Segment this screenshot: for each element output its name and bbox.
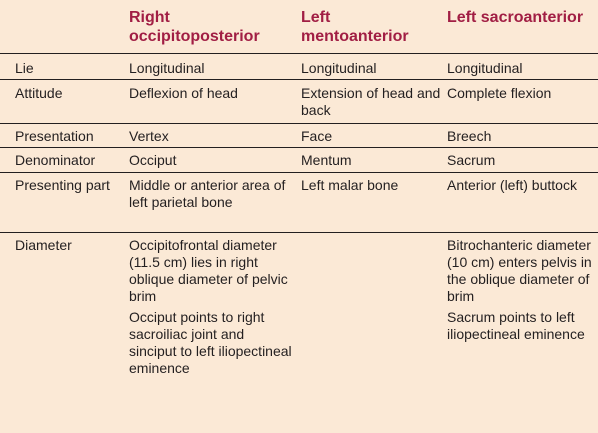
- table-cell: [129, 237, 295, 377]
- table-cell: Extension of head and back: [301, 85, 441, 118]
- table-row-presentation: [0, 124, 598, 148]
- table-cell: Vertex: [129, 128, 169, 144]
- table-header-row: [0, 0, 598, 54]
- table-cell: Left malar bone: [301, 177, 399, 193]
- table-row-attitude: [0, 80, 598, 124]
- row-label: Denominator: [15, 152, 96, 168]
- row-label: Presenting part: [15, 177, 110, 193]
- cell-paragraph: Bitrochanteric diameter (10 cm) enters pelvis in the oblique diameter of brim: [447, 237, 592, 304]
- table-cell: Middle or anterior area of left parietal bone: [129, 177, 286, 210]
- table-cell: Occiput: [129, 152, 177, 168]
- row-label: Presentation: [15, 128, 94, 144]
- header-left-mentoanterior: Left mentoanterior: [301, 9, 409, 45]
- row-label: Diameter: [15, 237, 72, 253]
- table-cell: Breech: [447, 128, 492, 144]
- table-row-presenting-part: [0, 173, 598, 233]
- header-left-sacroanterior: Left sacroanterior: [447, 9, 584, 26]
- table-row-diameter: [0, 233, 598, 433]
- table-cell: Longitudinal: [301, 60, 377, 76]
- table-cell: [447, 237, 595, 343]
- row-label: Lie: [15, 60, 34, 76]
- cell-paragraph: Occipitofrontal diameter (11.5 cm) lies in right oblique diameter of pelvic brim: [129, 237, 288, 304]
- cell-paragraph: Occiput points to right sacroiliac joint and sinciput to left iliopectineal eminence: [129, 309, 292, 376]
- table-cell: Sacrum: [447, 152, 496, 168]
- table-cell: Anterior (left) buttock: [447, 177, 577, 193]
- cell-paragraph: Sacrum points to left iliopectineal eminence: [447, 309, 585, 342]
- table-cell: Longitudinal: [447, 60, 523, 76]
- table-cell: Deflexion of head: [129, 85, 238, 101]
- row-label: Attitude: [15, 85, 63, 101]
- header-right-occipitoposterior: Right occipitoposterior: [129, 9, 260, 45]
- table-row-lie: [0, 54, 598, 80]
- table-cell: Longitudinal: [129, 60, 205, 76]
- table-row-denominator: [0, 148, 598, 173]
- table-cell: Complete flexion: [447, 85, 552, 101]
- table-cell: Mentum: [301, 152, 352, 168]
- table-cell: Face: [301, 128, 333, 144]
